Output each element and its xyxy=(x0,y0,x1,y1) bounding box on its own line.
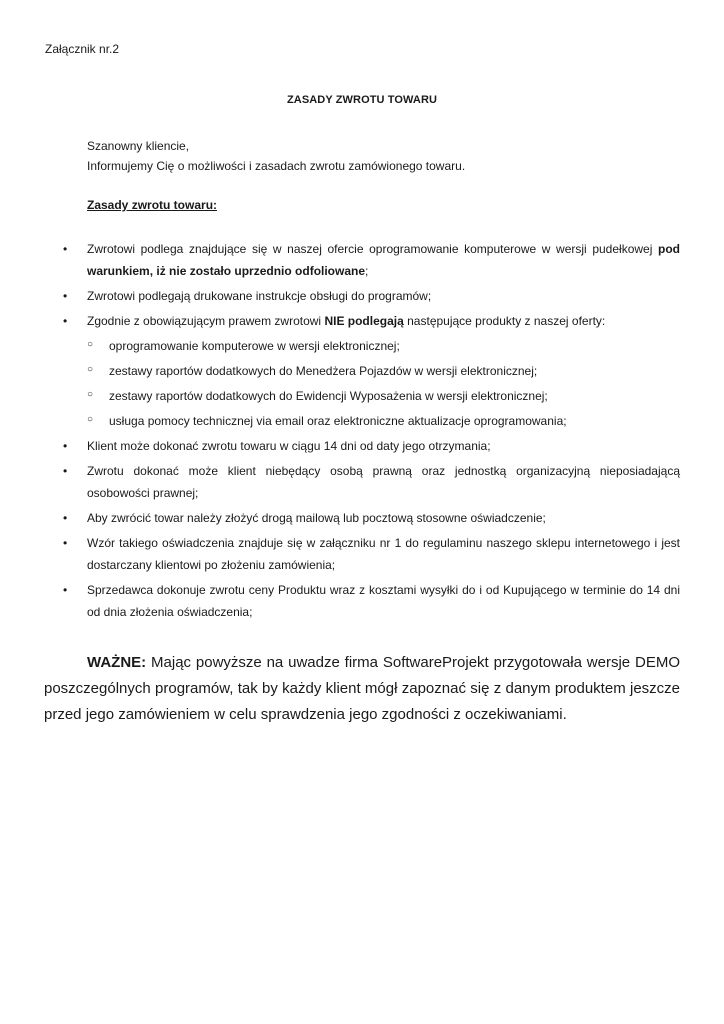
bullet-icon: • xyxy=(63,242,68,256)
rule-text: Aby zwrócić towar należy złożyć drogą mailową lub pocztową stosowne oświadczenie; xyxy=(87,511,546,525)
bullet-icon: • xyxy=(63,439,68,453)
rule-item xyxy=(0,460,724,504)
annex-label: Załącznik nr.2 xyxy=(45,42,120,56)
bullet-icon: • xyxy=(63,583,68,597)
bullet-icon: • xyxy=(63,289,68,303)
rule-text: Sprzedawca dokonuje zwrotu ceny Produktu wraz z kosztami wysyłki do i od Kupującego w terminie do 14 dni od dnia złożenia oświadczenia; xyxy=(87,583,680,619)
excluded-product-text: usługa pomocy technicznej via email oraz elektroniczne aktualizacje oprogramowania; xyxy=(109,414,567,428)
greeting-salutation: Szanowny kliencie, xyxy=(87,139,190,153)
rule-item xyxy=(0,285,724,307)
circle-bullet-icon: ○ xyxy=(87,364,94,375)
excluded-product-item xyxy=(0,335,724,357)
important-label: WAŻNE: xyxy=(87,654,147,671)
rule-text: Zwrotu dokonać może klient niebędący osobą prawną oraz jednostką organizacyjną nieposiadającą osobowości prawnej; xyxy=(87,464,680,500)
rule-text: Zwrotowi podlega znajdujące się w naszej ofercie oprogramowanie komputerowe w wersji pudełkowej xyxy=(87,242,658,256)
circle-bullet-icon: ○ xyxy=(87,389,94,400)
bullet-icon: • xyxy=(63,314,68,328)
circle-bullet-icon: ○ xyxy=(87,414,94,425)
greeting-block xyxy=(87,136,465,176)
important-text: Mając powyższe na uwadze firma SoftwareProjekt przygotowała wersje DEMO poszczególnych programów, tak by każdy klient mógł zapoznać się z danym produktem jeszcze przed jego zamówieniem w celu sprawdzenia jego zgodności z oczekiwaniami. xyxy=(44,654,680,723)
rule-bold-text: pod warunkiem, iż nie zostało uprzednio odfoliowane xyxy=(87,242,680,278)
rule-text: Wzór takiego oświadczenia znajduje się w załączniku nr 1 do regulaminu naszego sklepu internetowego i jest dostarczany klientowi po złożeniu zamówienia; xyxy=(87,536,680,572)
important-notice xyxy=(44,650,680,728)
rule-text-end: następujące produkty z naszej oferty: xyxy=(403,314,606,328)
rule-item xyxy=(0,532,724,576)
rule-text: Zwrotowi podlegają drukowane instrukcje obsługi do programów; xyxy=(87,289,432,303)
rule-text: Zgodnie z obowiązującym prawem zwrotowi xyxy=(87,314,325,328)
bullet-icon: • xyxy=(63,464,68,478)
bullet-icon: • xyxy=(63,511,68,525)
excluded-product-text: zestawy raportów dodatkowych do Ewidencji Wyposażenia w wersji elektronicznej; xyxy=(109,389,548,403)
document-title: ZASADY ZWROTU TOWARU xyxy=(286,94,438,106)
rule-item xyxy=(0,507,724,529)
rule-text: Klient może dokonać zwrotu towaru w ciągu 14 dni od daty jego otrzymania; xyxy=(87,439,491,453)
excluded-product-item xyxy=(0,360,724,382)
excluded-product-text: zestawy raportów dodatkowych do Menedżera Pojazdów w wersji elektronicznej; xyxy=(109,364,538,378)
rule-item xyxy=(0,310,724,332)
rule-item xyxy=(0,238,724,282)
rule-text-end: ; xyxy=(365,264,369,278)
excluded-product-text: oprogramowanie komputerowe w wersji elektronicznej; xyxy=(109,339,400,353)
greeting-intro: Informujemy Cię o możliwości i zasadach zwrotu zamówionego towaru. xyxy=(87,159,466,173)
excluded-product-item xyxy=(0,385,724,407)
rule-bold-text: NIE podlegają xyxy=(324,314,404,328)
circle-bullet-icon: ○ xyxy=(87,339,94,350)
excluded-product-item xyxy=(0,410,724,432)
bullet-icon: • xyxy=(63,536,68,550)
rule-item xyxy=(0,579,724,623)
rules-list xyxy=(0,238,724,626)
rules-heading: Zasady zwrotu towaru: xyxy=(87,198,218,212)
rule-item xyxy=(0,435,724,457)
